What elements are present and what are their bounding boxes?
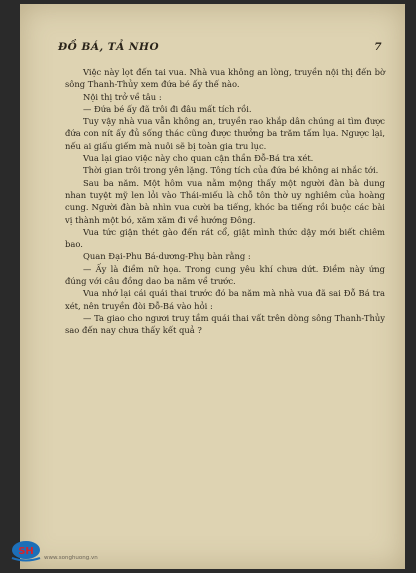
page-header [58, 41, 388, 53]
svg-text:SH: SH [18, 546, 34, 557]
paragraph: — Ta giao cho ngươi truy tầm quái thai vất trên dòng sông Thanh-Thủy sao đến nay chưa thấy kết quả ? [65, 312, 385, 336]
songhuong-logo [10, 541, 42, 563]
page-body [65, 66, 385, 337]
paragraph: Vua lại giao việc này cho quan cận thần Đỗ-Bá tra xét. [83, 153, 314, 164]
watermark-url[interactable]: www.songhuong.vn [44, 555, 98, 561]
paragraph: Vua nhớ lại cái quái thai trước đó ba năm mà nhà vua đã sai Đỗ Bá tra xét, nên truyền đòi Đỗ-Bá vào hỏi : [65, 288, 385, 311]
paragraph: Quan Đại-Phu Bá-dương-Phụ bàn rằng : [83, 251, 251, 262]
paragraph: — Ấy là điềm nữ họa. Trong cung yêu khí chưa dứt. Điềm này ứng đúng với câu đồng dao ba năm về trước. [65, 263, 385, 287]
paragraph: Tuy vậy nhà vua vẫn không an, truyền rao khắp dân chúng ai tìm được đứa con nít ấy đủ sống thác cũng được thưởng ba trăm tấm lụa. Ngược lại, nếu ai giấu giếm mà nuôi sẽ bị toàn gia tru lục. [65, 116, 385, 151]
paragraph: Nội thị trở về tâu : [83, 91, 162, 102]
paragraph: Thời gian trôi trong yên lặng. Tông tích của đứa bé không ai nhắc tới. [83, 165, 379, 176]
paragraph: Sau ba năm. Một hôm vua nằm mộng thấy một người đàn bà dung nhan tuyệt mỹ len lỏi vào Thái-miếu là chỗ tôn thờ uy nghiêm của hoàng cung. Người đàn bà nhìn vua cười ba tiếng, khóc ba tiếng rồi buộc các bài vị thành một bó, xăm xăm đi về hướng Đông. [65, 177, 385, 225]
running-title: ĐỒ BÁ, TẢ NHO [58, 41, 160, 53]
paragraph: Vua tức giận thét gào đến rát cổ, giật mình thức dậy mới biết chiêm bao. [65, 226, 385, 250]
paragraph: Việc này lọt đến tai vua. Nhà vua không an lòng, truyền nội thị đến bờ sông Thanh-Thủy xem đứa bé ấy thế nào. [65, 67, 385, 90]
page-number: 7 [374, 41, 382, 53]
paragraph: — Đứa bé ấy đã trôi đi đâu mất tích rồi. [83, 103, 252, 114]
book-page [20, 4, 405, 569]
